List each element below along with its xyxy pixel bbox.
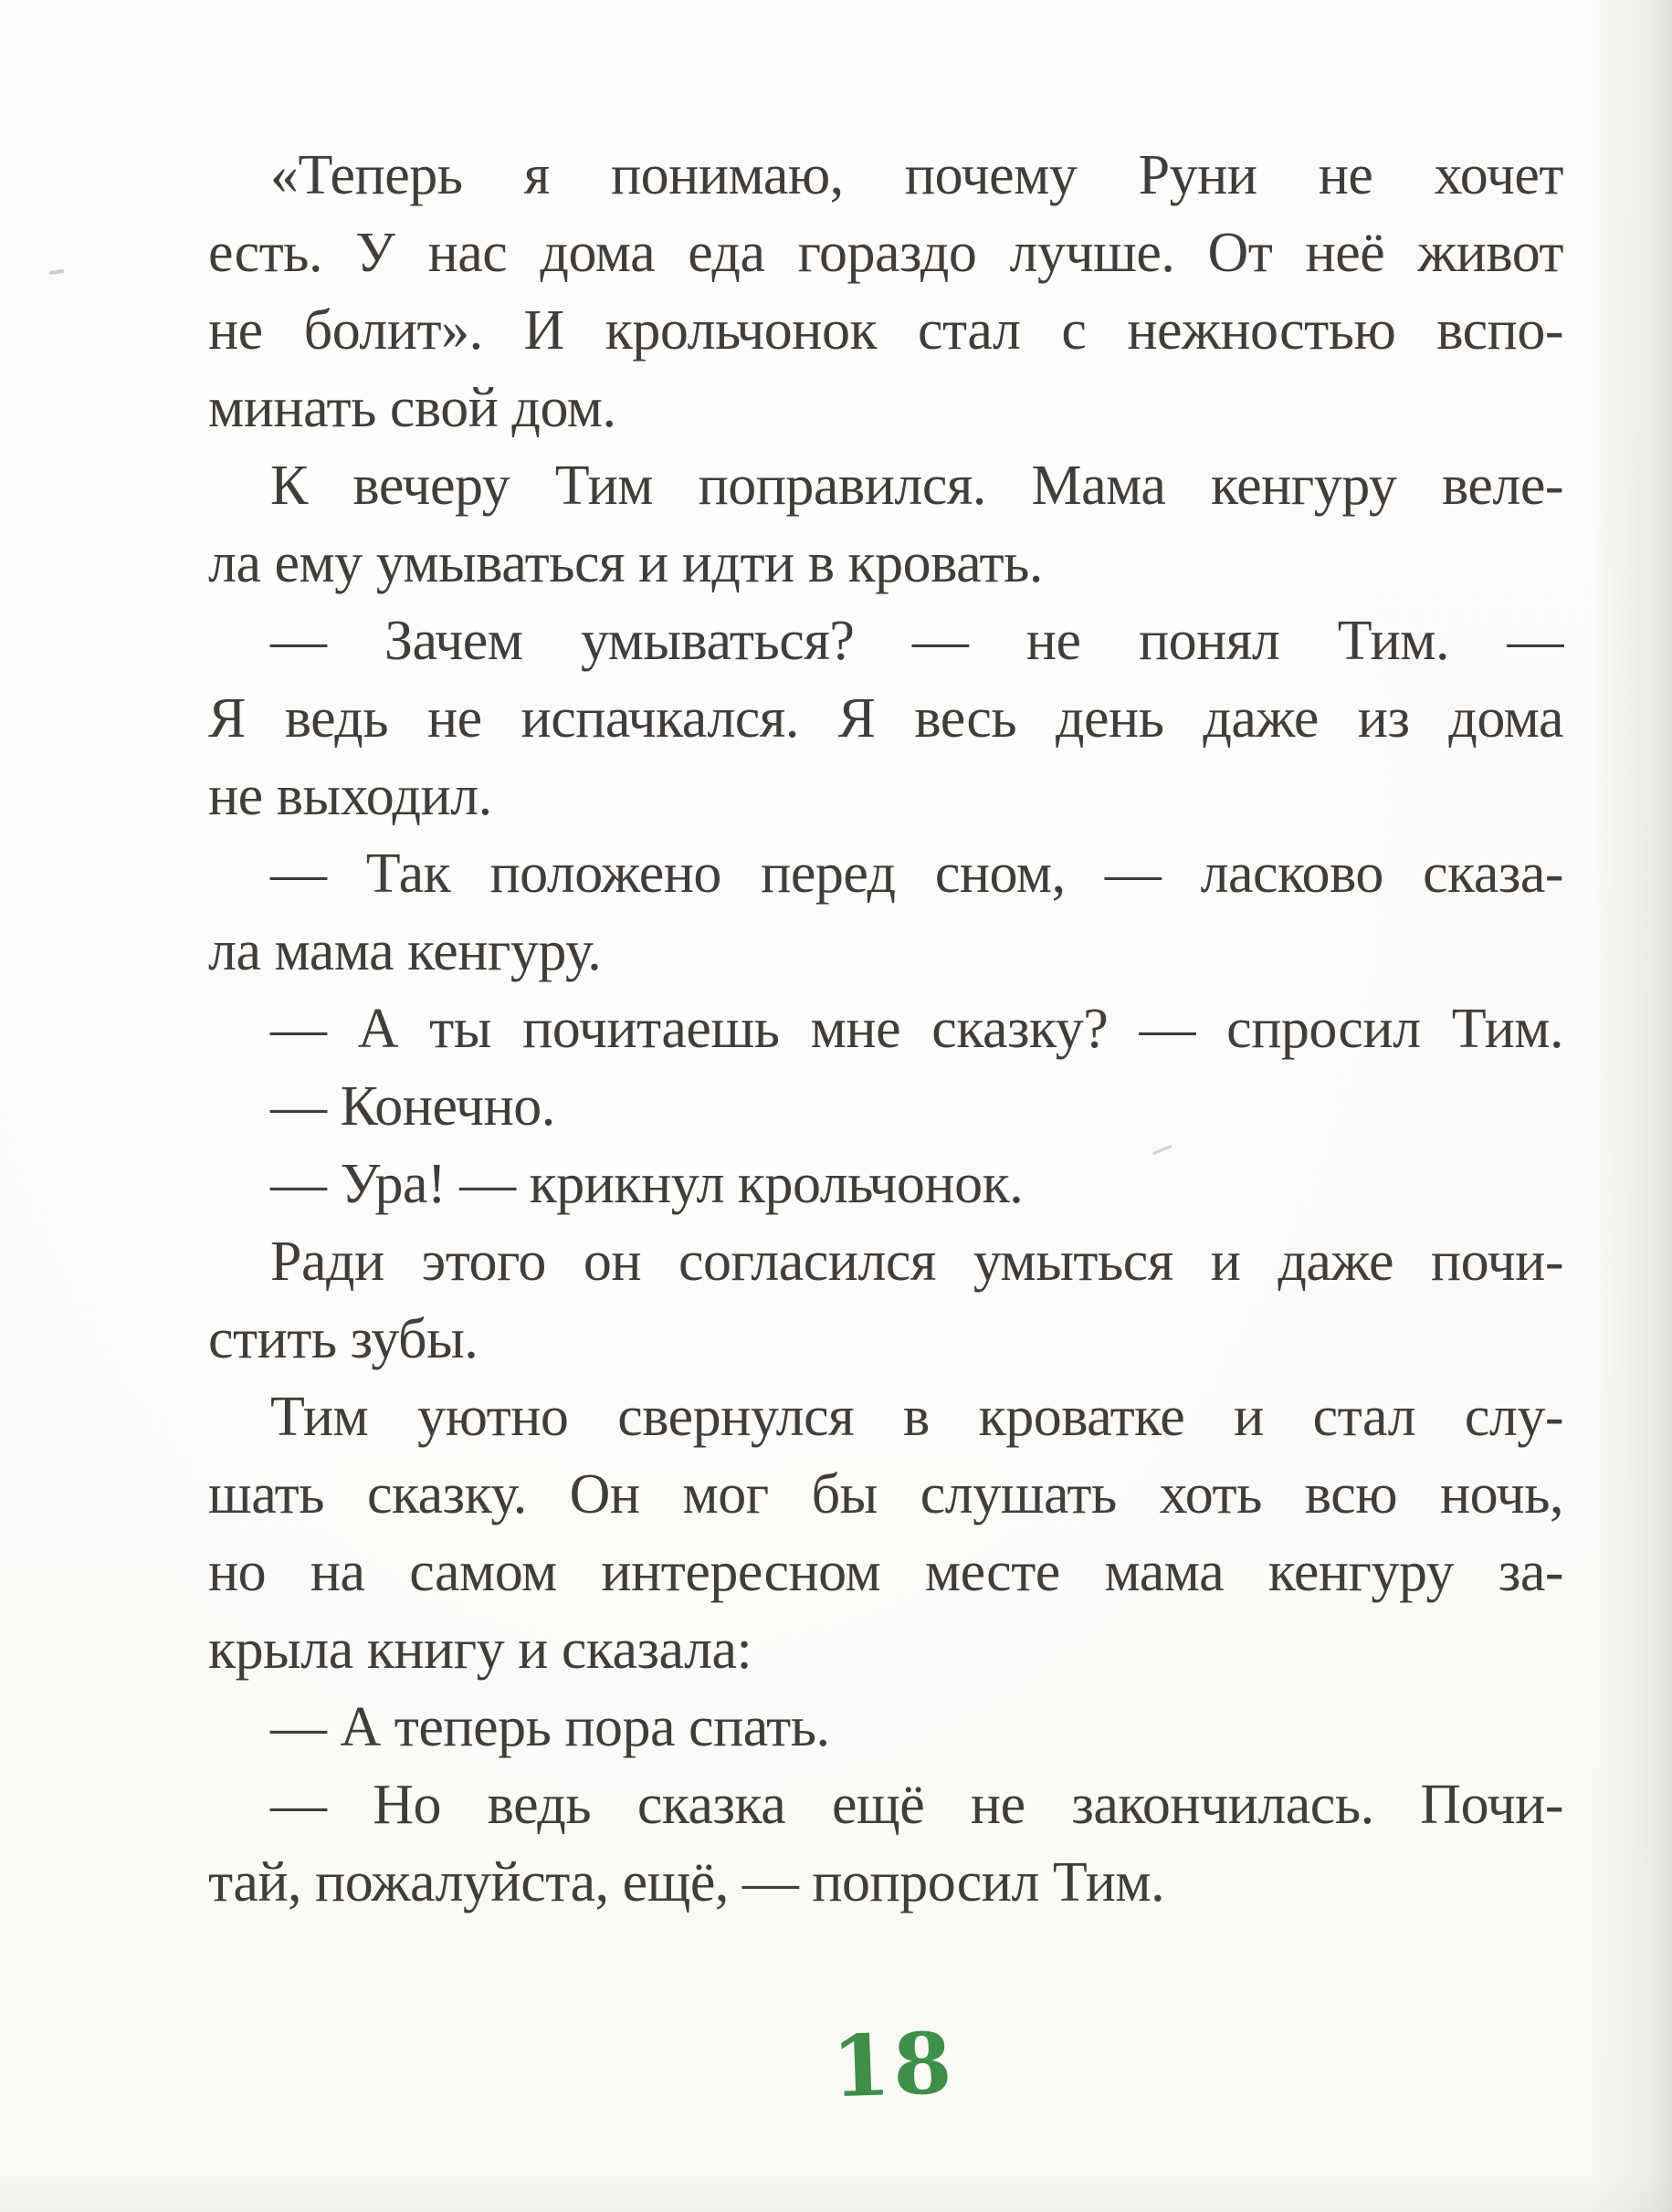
text-line: «Теперь я понимаю, почему Руни не хочет [270,144,1563,206]
text-line: Тим уютно свернулся в кроватке и стал слу- [270,1386,1563,1448]
text-line: шать сказку. Он мог бы слушать хоть всю ночь, [208,1463,1563,1525]
text-line: — Но ведь сказка ещё не закончилась. Почи- [270,1774,1563,1836]
text-line: стить зубы. [208,1308,478,1370]
text-block [208,137,1563,1922]
text-line: крыла книгу и сказала: [208,1619,752,1681]
scan-speck [49,269,64,275]
page-number: 18 [830,2013,956,2117]
text-line: — Зачем умываться? — не понял Тим. — [270,610,1563,672]
text-line: ла мама кенгуру. [208,920,602,982]
text-line: Ради этого он согласился умыться и даже почи- [270,1231,1563,1293]
text-line: — А теперь пора спать. [270,1696,830,1758]
text-line: — Конечно. [270,1075,555,1137]
text-line: — Ура! — крикнул крольчонок. [270,1153,1024,1215]
text-line: минать свой дом. [208,377,616,439]
text-line: не болит». И крольчонок стал с нежностью вспо- [208,299,1563,362]
scan-edge-shadow [0,2175,1672,2212]
text-line: — Так положено перед сном, — ласково сказа- [270,843,1563,905]
text-line: ла ему умываться и идти в кровать. [208,532,1043,594]
text-line: — А ты почитаешь мне сказку? — спросил Тим. [270,998,1563,1060]
text-line: тай, пожалуйста, ещё, — попросил Тим. [208,1851,1165,1913]
text-line: К вечеру Тим поправился. Мама кенгуру веле- [270,455,1563,517]
text-line: Я ведь не испачкался. Я весь день даже из дома [208,687,1563,750]
text-line: но на самом интересном месте мама кенгуру за- [208,1541,1563,1603]
text-line: есть. У нас дома еда гораздо лучше. От неё живот [208,222,1563,284]
text-line: не выходил. [208,765,492,827]
scan-edge-shadow [1590,0,1672,2212]
